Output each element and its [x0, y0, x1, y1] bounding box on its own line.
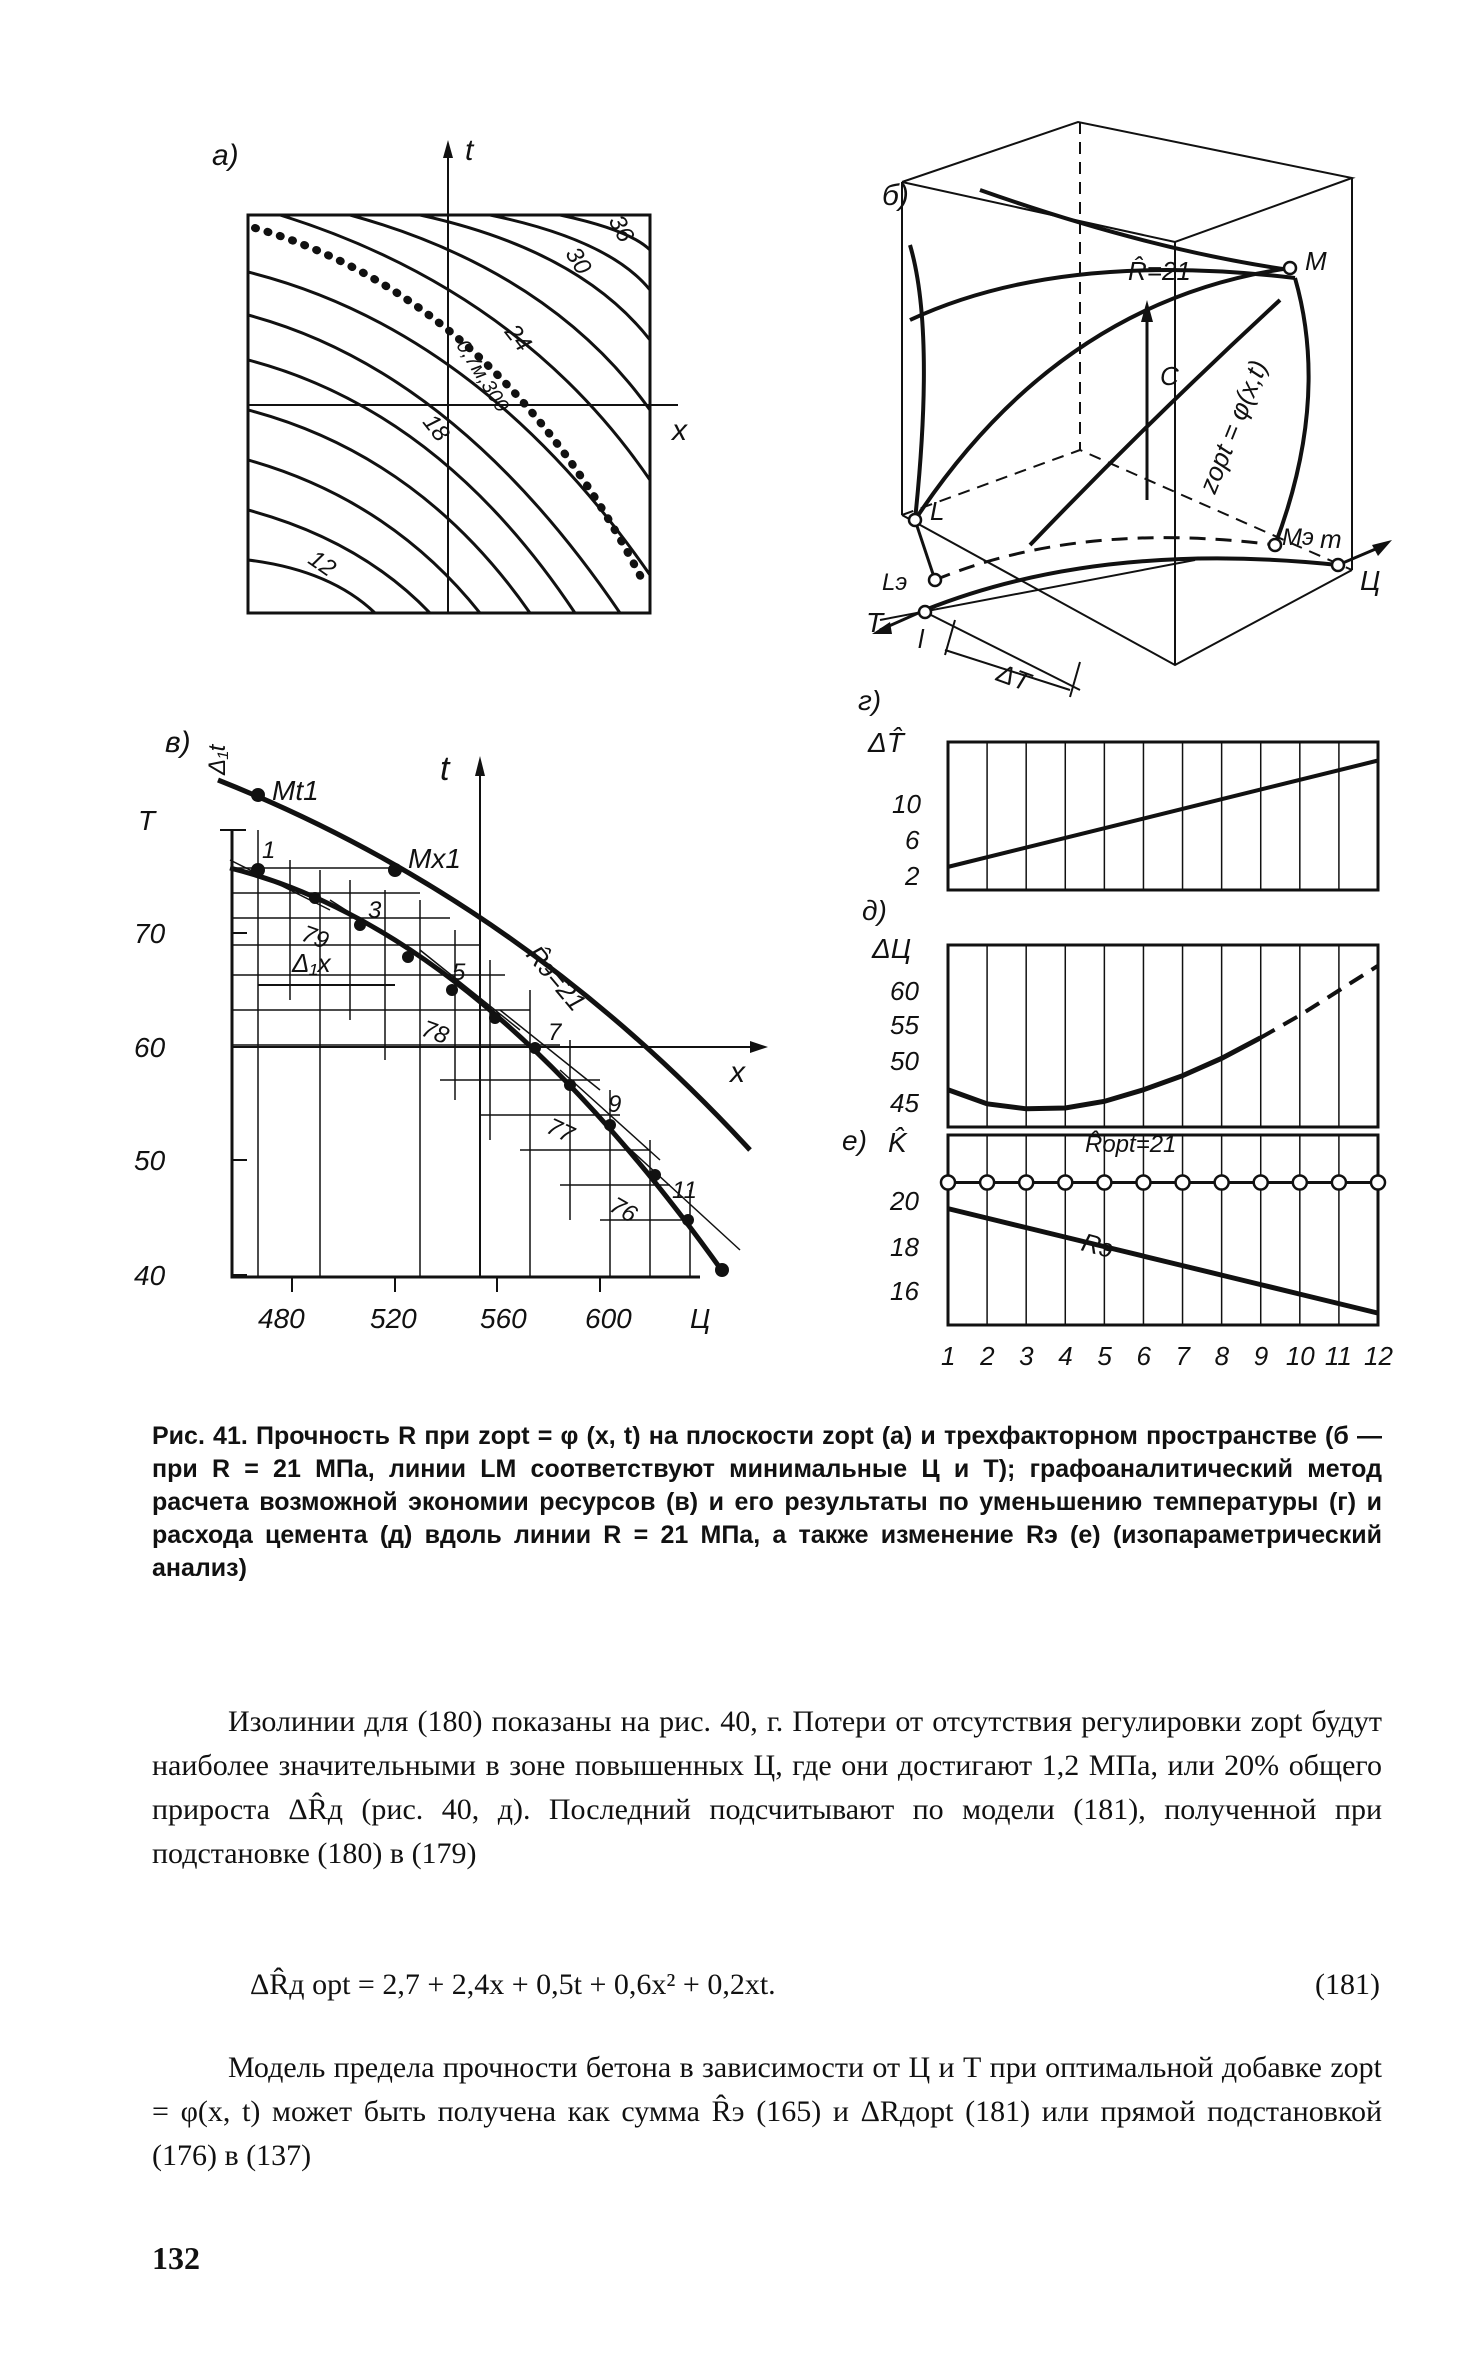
panel-v-T-title: T — [138, 805, 156, 836]
panel-a-label: а) — [212, 139, 239, 172]
panel-g-grid — [987, 742, 1339, 890]
point-M — [1284, 262, 1296, 274]
contour-5 — [248, 360, 575, 613]
series-delta-C-dashed — [1261, 966, 1378, 1038]
contour-label-18: 18 — [417, 409, 455, 447]
formula-text: ΔR̂д opt = 2,7 + 2,4x + 0,5t + 0,6x² + 0,2xt. — [250, 1968, 776, 2001]
panel-g-frame — [948, 742, 1378, 890]
e-x-tick: 8 — [1214, 1341, 1230, 1371]
g-y-tick-2: 2 — [905, 861, 920, 891]
panel-e-x-ticks — [941, 1341, 1393, 1371]
curve-label-79: 79 — [297, 920, 333, 955]
panel-v-t-label: t — [440, 750, 450, 788]
point-Mx1-label: Mx1 — [408, 843, 461, 874]
panel-v-y-ticks — [232, 933, 247, 1275]
v-y-tick-70: 70 — [134, 918, 166, 949]
r-opt-marker — [941, 1176, 955, 1190]
e-y-tick-18: 18 — [890, 1232, 919, 1262]
panel-d-y-title: ΔЦ — [872, 933, 912, 964]
r-opt-marker — [1058, 1176, 1072, 1190]
e-y-tick-20: 20 — [890, 1186, 919, 1216]
delta-t-tick-2 — [1070, 662, 1080, 697]
panel-b-label: б) — [882, 179, 909, 212]
panel-d-grid — [987, 945, 1339, 1127]
r-opt-marker — [1293, 1176, 1307, 1190]
panel-a — [212, 134, 688, 613]
label-R-opt-21: R̂opt=21 — [1085, 1131, 1177, 1158]
curve-label-77: 77 — [542, 1112, 579, 1149]
curve-label-76: 76 — [605, 1191, 642, 1229]
formula-181 — [250, 1968, 1380, 2002]
panel-g — [858, 685, 1378, 891]
label-m: m — [1320, 524, 1342, 554]
r-opt-marker — [1097, 1176, 1111, 1190]
d-y-tick-55: 55 — [890, 1010, 919, 1040]
panel-e-label: е) — [842, 1125, 867, 1156]
label-zopt: zopt = φ(x,t) — [1192, 355, 1274, 498]
contour-label-30: 30 — [559, 242, 597, 280]
panel-b — [866, 122, 1392, 698]
v-y-tick-40: 40 — [134, 1260, 166, 1291]
contour-3 — [248, 460, 480, 613]
e-x-tick: 11 — [1324, 1341, 1352, 1371]
panel-e-y-title: K̂ — [888, 1127, 907, 1158]
line-l-m — [925, 558, 1338, 610]
series-delta-T — [948, 761, 1378, 867]
point-L — [909, 514, 921, 526]
curve-label-78: 78 — [417, 1015, 453, 1050]
point-Mэ — [1269, 539, 1281, 551]
label-l: l — [918, 624, 924, 654]
e-x-tick: 2 — [980, 1341, 995, 1371]
r-opt-marker — [980, 1176, 994, 1190]
e-x-tick: 7 — [1175, 1341, 1191, 1371]
panel-v-label: в) — [165, 726, 191, 759]
delta1x-label: Δ₁x — [292, 948, 331, 978]
r-opt-marker — [1019, 1176, 1033, 1190]
ts-axis-arrow — [1372, 540, 1392, 556]
line-L-Lэ — [915, 520, 935, 580]
panel-g-y-title: ΔT̂ — [868, 727, 904, 758]
panel-d-frame — [948, 945, 1378, 1127]
contour-label-36: 36 — [602, 210, 640, 247]
cube-top-face — [902, 122, 1352, 242]
step-11: 11 — [672, 1177, 697, 1204]
d-y-tick-50: 50 — [890, 1046, 919, 1076]
step-9: 9 — [608, 1091, 622, 1118]
v-x-tick-560: 560 — [480, 1303, 527, 1334]
e-x-tick: 4 — [1058, 1341, 1073, 1371]
e-x-tick: 10 — [1285, 1341, 1315, 1371]
panel-v — [134, 726, 768, 1334]
step-7: 7 — [548, 1019, 562, 1046]
contour-label-12: 12 — [303, 545, 341, 583]
panel-a-t-label: t — [465, 134, 474, 167]
v-y-tick-60: 60 — [134, 1032, 166, 1063]
d-y-tick-60: 60 — [890, 976, 919, 1006]
g-y-tick-6: 6 — [905, 825, 920, 855]
e-x-tick: 6 — [1136, 1341, 1151, 1371]
r-opt-marker — [1215, 1176, 1229, 1190]
r-opt-marker — [1332, 1176, 1346, 1190]
v-y-tick-50: 50 — [134, 1145, 166, 1176]
label-R-e-21: R̂э=21 — [520, 939, 593, 1017]
r-opt-marker — [1136, 1176, 1150, 1190]
paragraph-2: Модель предела прочности бетона в зависимости от Ц и Т при оптимальной добавке zopt = φ(x, t) может быть получена как сумма R̂э (165) и ΔRдopt (181) или прямой подстановкой (176) в (137) — [152, 2051, 1382, 2172]
panel-e — [842, 1125, 1393, 1371]
label-M: M — [1305, 246, 1327, 276]
surface-curve-right — [1275, 278, 1309, 545]
figure-caption: Рис. 41. Прочность R при zopt = φ (x, t) на плоскости zopt (а) и трехфакторном пространстве (б — при R = 21 МПа, линии LM соответствуют минимальные Ц и Т); графоаналитический метод расчета возможной экономии ресурсов (в) и его результаты по уменьшению температуры (г) и расхода цемента (д) вдоль линии R = 21 МПа, а также изменение Rэ (е) (изопараметрический анализ) — [152, 1422, 1382, 1582]
label-T: T — [866, 607, 884, 638]
page-number: 132 — [152, 2240, 200, 2276]
r-opt-marker — [1371, 1176, 1385, 1190]
label-R-e: Rэ — [1078, 1226, 1117, 1264]
panel-v-x-arrow — [750, 1041, 768, 1053]
e-x-tick: 9 — [1253, 1341, 1269, 1371]
panel-d — [862, 895, 1378, 1127]
v-x-tick-600: 600 — [585, 1303, 632, 1334]
e-x-tick: 12 — [1364, 1341, 1393, 1371]
panel-v-t-arrow — [475, 756, 485, 776]
formula-number: (181) — [1315, 1968, 1380, 2001]
point-Lэ — [929, 574, 941, 586]
panel-a-x-label: x — [672, 414, 687, 447]
v-x-tick-520: 520 — [370, 1303, 417, 1334]
e-x-tick: 5 — [1097, 1341, 1112, 1371]
label-R21: R̂=21 — [1128, 256, 1191, 286]
step-1: 1 — [262, 837, 276, 864]
r-opt-marker — [1176, 1176, 1190, 1190]
c-label: C — [1160, 361, 1179, 391]
panel-d-label: д) — [862, 895, 887, 926]
label-Lэ: Lэ — [882, 569, 908, 596]
contour-4 — [248, 410, 530, 613]
surface-curve-left — [910, 245, 924, 520]
label-delta-T: ΔT — [992, 657, 1035, 698]
v-x-tick-Ц: Ц — [690, 1303, 711, 1334]
dotted-label: 0,7м,300 — [451, 336, 513, 417]
panel-g-label: г) — [858, 685, 882, 716]
g-y-tick-10: 10 — [892, 789, 921, 819]
paragraph-1: Изолинии для (180) показаны на рис. 40, г. Потери от отсутствия регулировки zopt будут наиболее значительными в зоне повышенных Ц, где они достигают 1,2 МПа, или 20% общего прироста ΔR̂д (рис. 40, д). Последний подсчитывают по модели (181), полученной при подстановке (180) в (179) — [152, 1705, 1382, 1870]
point-m — [1332, 559, 1344, 571]
contour-label-24: 24 — [499, 319, 537, 357]
panel-v-corner-label: Δ₁t — [204, 744, 231, 775]
panel-v-x-label: x — [730, 1056, 745, 1089]
point-l — [919, 606, 931, 618]
e-x-tick: 3 — [1019, 1341, 1034, 1371]
label-L: L — [930, 496, 945, 526]
d-y-tick-45: 45 — [890, 1088, 919, 1118]
e-x-tick: 1 — [941, 1341, 956, 1371]
v-x-tick-480: 480 — [258, 1303, 305, 1334]
panel-v-x-ticks — [292, 1277, 600, 1292]
series-R-e — [948, 1209, 1378, 1314]
contour-6 — [248, 315, 620, 613]
label-Ц: Ц — [1360, 565, 1381, 596]
step-5: 5 — [452, 959, 466, 986]
panel-a-t-arrow — [443, 140, 453, 158]
label-Mэ: Mэ — [1282, 524, 1314, 551]
point-Mt1-label: Mt1 — [272, 775, 319, 806]
e-y-tick-16: 16 — [890, 1276, 919, 1306]
r-opt-marker — [1254, 1176, 1268, 1190]
step-3: 3 — [368, 897, 382, 924]
